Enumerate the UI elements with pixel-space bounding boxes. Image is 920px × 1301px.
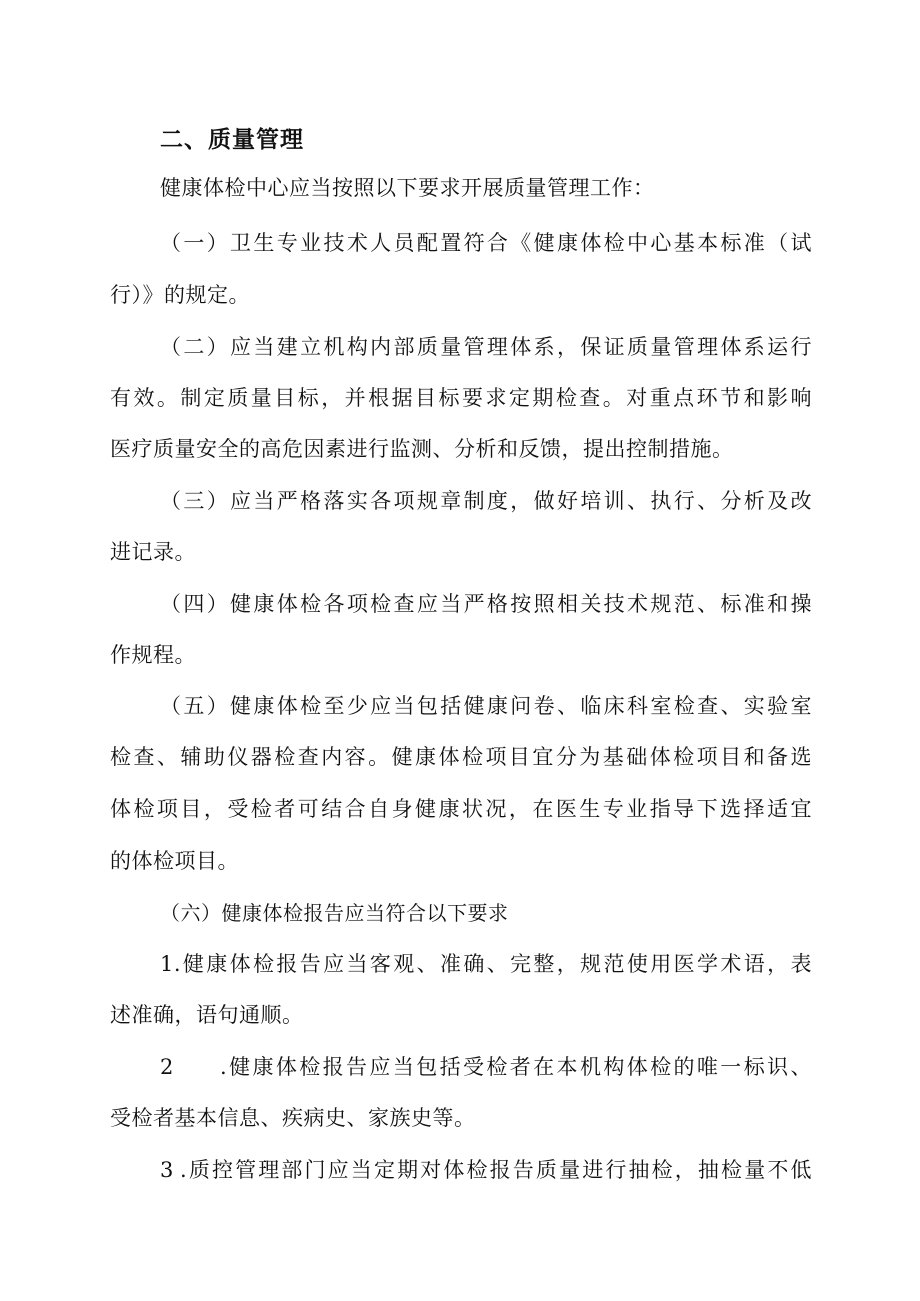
item-4-text-2: 作规程。 [110, 643, 196, 667]
intro-text: 健康体检中心应当按照以下要求开展质量管理工作： [160, 176, 655, 200]
subitem-2-text-1: .健康体检报告应当包括受检者在本机构体检的唯一标识、 [220, 1055, 812, 1079]
item-2-text-1: （二）应当建立机构内部质量管理体系，保证质量管理体系运行 [160, 335, 812, 359]
subitem-1-text-1: 1.健康体检报告应当客观、准确、完整，规范使用医学术语，表 [160, 952, 812, 976]
subitem-3-number: 3 [160, 1158, 174, 1182]
item-3-text-2: 进记录。 [110, 540, 196, 564]
subitem-2-text-2: 受检者基本信息、疾病史、家族史等。 [110, 1106, 476, 1130]
item-1-text-1: （一）卫生专业技术人员配置符合《健康体检中心基本标准（试 [160, 231, 812, 255]
item-6-text-1: （六）健康体检报告应当符合以下要求 [160, 901, 509, 925]
subitem-1-text-2: 述准确，语句通顺。 [110, 1003, 304, 1027]
section-heading: 二、质量管理 [160, 127, 304, 153]
item-3-text-1: （三）应当严格落实各项规章制度，做好培训、执行、分析及改 [160, 489, 812, 513]
item-2-text-2: 有效。制定质量目标，并根据目标要求定期检查。对重点环节和影响 [110, 386, 812, 410]
subitem-2-number: 2 [160, 1055, 174, 1079]
item-1-text-2: 行）》的规定。 [110, 283, 250, 307]
subitem-3-text-1: .质控管理部门应当定期对体检报告质量进行抽检，抽检量不低 [180, 1158, 812, 1182]
item-4-text-1: （四）健康体检各项检查应当严格按照相关技术规范、标准和操 [160, 592, 812, 616]
item-5-text-1: （五）健康体检至少应当包括健康问卷、临床科室检查、实验室 [160, 694, 812, 718]
item-5-text-3: 体检项目，受检者可结合自身健康状况，在医生专业指导下选择适宜 [110, 797, 812, 821]
item-5-text-4: 的体检项目。 [110, 849, 239, 873]
item-2-text-3: 医疗质量安全的高危因素进行监测、分析和反馈，提出控制措施。 [110, 437, 734, 461]
item-5-text-2: 检查、辅助仪器检查内容。健康体检项目宜分为基础体检项目和备选 [110, 745, 812, 769]
